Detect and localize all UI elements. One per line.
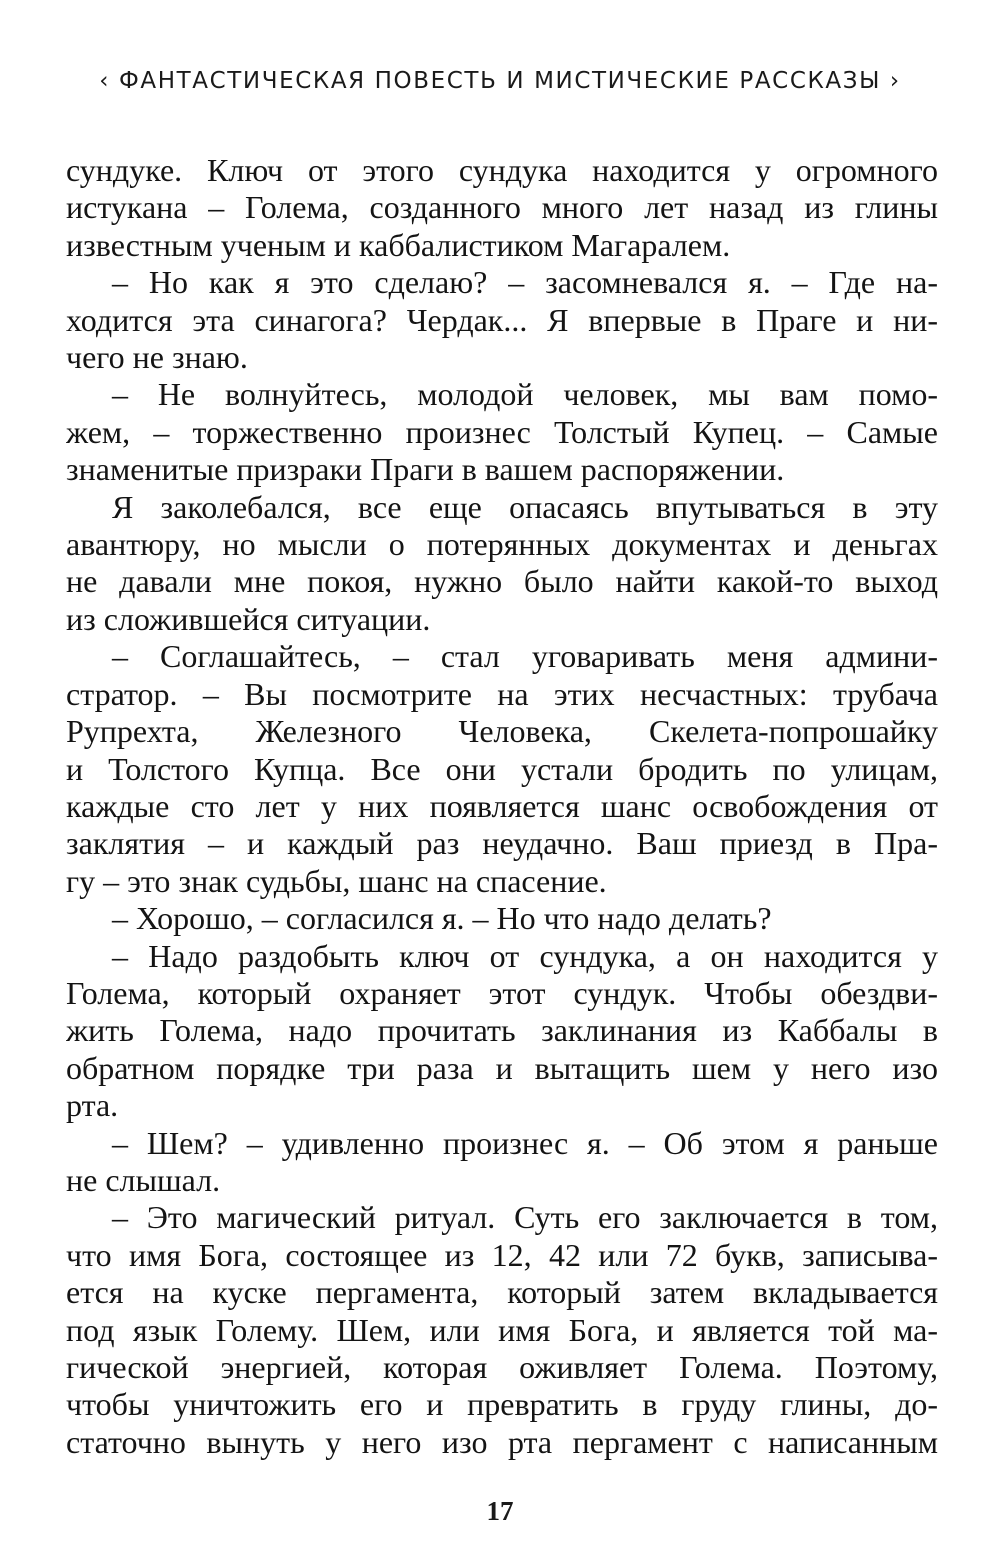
text-line: под язык Голему. Шем, или имя Бога, и является той ма- [66, 1311, 938, 1348]
body-text [66, 152, 938, 1461]
text-line: – Но как я это сделаю? – засомневался я. – Где на- [112, 264, 938, 301]
text-line: ходится эта синагога? Чердак... Я впервые в Праге и ни- [66, 301, 938, 338]
text-line: рта. [66, 1087, 119, 1124]
running-header: ‹ ФАНТАСТИЧЕСКАЯ ПОВЕСТЬ И МИСТИЧЕСКИЕ РАССКАЗЫ › [99, 68, 901, 94]
text-line: – Хорошо, – согласился я. – Но что надо делать? [112, 900, 772, 937]
text-line: что имя Бога, состоящее из 12, 42 или 72 букв, записыва- [66, 1236, 938, 1273]
text-line: гу – это знак судьбы, шанс на спасение. [66, 862, 607, 899]
text-line: – Шем? – удивленно произнес я. – Об этом я раньше [112, 1124, 938, 1161]
text-line: – Надо раздобыть ключ от сундука, а он находится у [112, 937, 938, 974]
text-line: – Соглашайтесь, – стал уговаривать меня админи- [112, 638, 938, 675]
text-line: из сложившейся ситуации. [66, 600, 431, 637]
text-line: заклятия – и каждый раз неудачно. Ваш приезд в Пра- [66, 825, 938, 862]
text-line: ется на куске пергамента, который затем вкладывается [66, 1274, 938, 1311]
text-line: известным ученым и каббалистиком Магаралем. [66, 226, 731, 263]
text-line: сундуке. Ключ от этого сундука находится у огромного [66, 152, 938, 188]
text-line: обратном порядке три раза и вытащить шем у него изо [66, 1049, 938, 1086]
text-line: авантюру, но мысли о потерянных документах и деньгах [66, 526, 938, 563]
text-line: – Не волнуйтесь, молодой человек, мы вам помо- [112, 376, 938, 413]
text-line: статочно вынуть у него изо рта пергамент с написанным [66, 1423, 938, 1460]
text-line: знаменитые призраки Праги в вашем распоряжении. [66, 451, 785, 488]
text-line: гической энергией, которая оживляет Голема. Поэтому, [66, 1349, 938, 1385]
text-line: Голема, который охраняет этот сундук. Чтобы обездви- [66, 974, 938, 1011]
text-line: истукана – Голема, созданного много лет назад из глины [66, 189, 938, 226]
text-line: жить Голема, надо прочитать заклинания из Каббалы в [66, 1012, 938, 1049]
text-line: – Это магический ритуал. Суть его заключается в том, [112, 1199, 938, 1236]
text-line: Я заколебался, все еще опасаясь впутываться в эту [112, 488, 938, 525]
text-line: Рупрехта, Железного Человека, Скелета-попрошайку [66, 713, 938, 750]
page-number: 17 [486, 1496, 514, 1526]
text-line: жем, – торжественно произнес Толстый Купец. – Самые [66, 413, 938, 450]
text-line: не слышал. [66, 1161, 221, 1198]
text-line: чтобы уничтожить его и превратить в груду глины, до- [66, 1386, 938, 1423]
text-line: стратор. – Вы посмотрите на этих несчастных: трубача [66, 675, 938, 712]
text-line: не давали мне покоя, нужно было найти какой-то выход [66, 563, 938, 600]
text-line: чего не знаю. [66, 339, 248, 376]
text-line: каждые сто лет у них появляется шанс освобождения от [66, 787, 938, 824]
text-line: и Толстого Купца. Все они устали бродить по улицам, [66, 750, 938, 787]
